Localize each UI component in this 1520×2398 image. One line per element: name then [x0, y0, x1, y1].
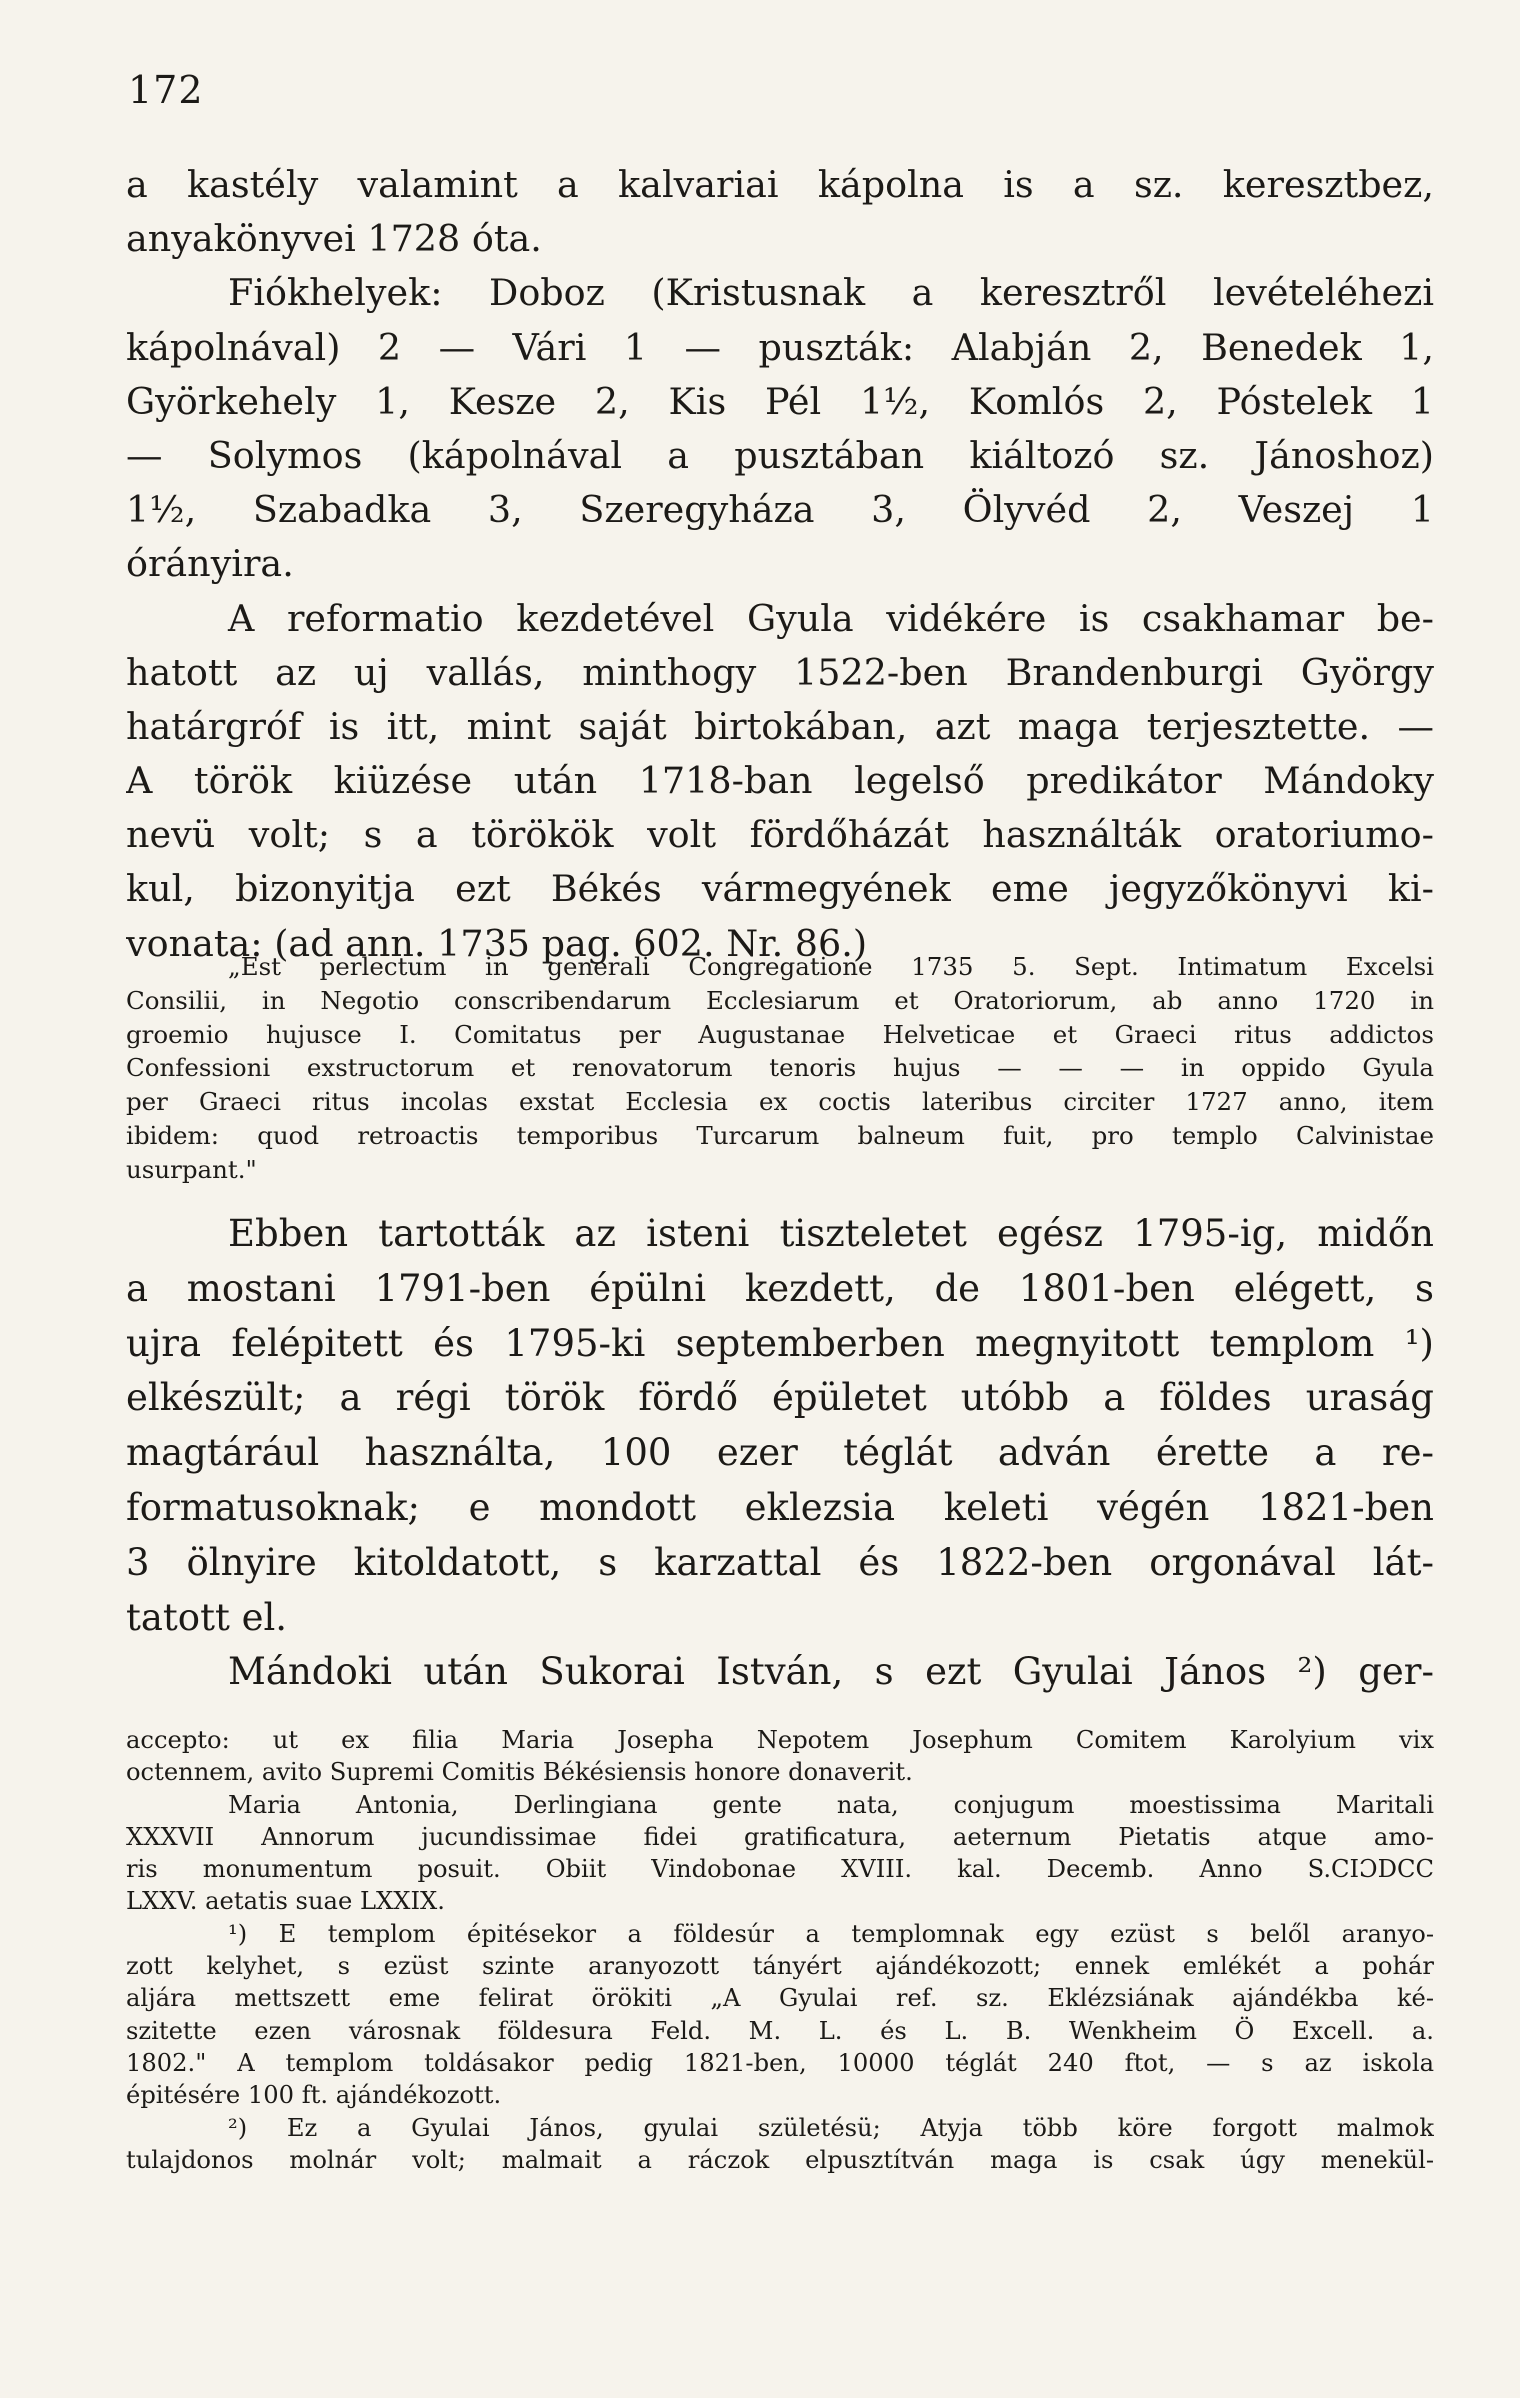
text-line: Györkehely 1, Kesze 2, Kis Pél 1½, Komlós 2, Póstelek 1 — [126, 379, 1434, 423]
text-line: órányira. — [126, 542, 294, 586]
text-line: a kastély valamint a kalvariai kápolna is a sz. keresztbez, — [126, 163, 1434, 206]
footnote-separator — [126, 1700, 1434, 1701]
quote-line: Confessioni exstructorum et renovatorum tenoris hujus — — — in oppido Gyula — [126, 1053, 1434, 1083]
text-line: hatott az uj vallás, minthogy 1522-ben Brandenburgi György — [126, 650, 1434, 694]
quote-line: Consilii, in Negotio conscribendarum Ecclesiarum et Oratoriorum, ab anno 1720 in — [126, 985, 1434, 1015]
text-line: tatott el. — [126, 1595, 288, 1639]
text-line: A török kiüzése után 1718-ban legelső predikátor Mándoky — [126, 759, 1434, 803]
text-line: Fiókhelyek: Doboz (Kristusnak a keresztről levételéhezi — [228, 271, 1434, 315]
text-line: — Solymos (kápolnával a pusztában kiáltozó sz. Jánoshoz) — [126, 433, 1434, 477]
text-line: 1½, Szabadka 3, Szeregyháza 3, Ölyvéd 2, Veszej 1 — [126, 488, 1434, 532]
footnote-line: zott kelyhet, s ezüst szinte aranyozott tányért ajándékozott; ennek emlékét a pohár — [126, 1952, 1434, 1981]
quote-line: per Graeci ritus incolas exstat Ecclesia ex coctis lateribus circiter 1727 anno, item — [126, 1087, 1434, 1117]
quote-line: usurpant." — [126, 1154, 257, 1184]
footnote-line: ²) Ez a Gyulai János, gyulai születésü; Atyja több köre forgott malmok — [228, 2113, 1434, 2142]
footnote-line: LXXV. aetatis suae LXXIX. — [126, 1887, 445, 1916]
main-text-upper — [126, 158, 1434, 971]
text-line: vonata: (ad ann. 1735 pag. 602. Nr. 86.) — [126, 921, 868, 965]
footnote-line: Maria Antonia, Derlingiana gente nata, conjugum moestissima Maritali — [228, 1790, 1434, 1819]
text-line: 3 ölnyire kitoldatott, s karzattal és 1822-ben orgonával lát- — [126, 1540, 1434, 1584]
page-number: 172 — [128, 68, 204, 112]
footnote-line: épitésére 100 ft. ajándékozott. — [126, 2081, 502, 2110]
text-line: kápolnával) 2 — Vári 1 — puszták: Alabján 2, Benedek 1, — [126, 325, 1434, 369]
text-line: ujra felépitett és 1795-ki septemberben megnyitott templom ¹) — [126, 1321, 1434, 1365]
footnote-line: ¹) E templom épitésekor a földesúr a templomnak egy ezüst s belől aranyo- — [228, 1919, 1434, 1948]
footnote-line: aljára mettszett eme felirat örökiti „A Gyulai ref. sz. Eklézsiának ajándékba ké- — [126, 1984, 1434, 2013]
text-line: A reformatio kezdetével Gyula vidékére is csakhamar be- — [228, 596, 1434, 640]
footnote-line: tulajdonos molnár volt; malmait a ráczok elpusztítván maga is csak úgy menekül- — [126, 2145, 1434, 2174]
text-line: Ebben tartották az isteni tiszteletet egész 1795-ig, midőn — [228, 1212, 1434, 1255]
quote-line: groemio hujusce I. Comitatus per Augustanae Helveticae et Graeci ritus addictos — [126, 1019, 1434, 1049]
text-line: Mándoki után Sukorai István, s ezt Gyulai János ²) ger- — [228, 1650, 1434, 1694]
text-line: formatusoknak; e mondott eklezsia keleti végén 1821-ben — [126, 1485, 1434, 1529]
main-text-lower — [126, 1207, 1434, 1700]
text-line: kul, bizonyitja ezt Békés vármegyének eme jegyzőkönyvi ki- — [126, 867, 1434, 911]
footnote-line: octennem, avito Supremi Comitis Békésiensis honore donaverit. — [126, 1758, 913, 1787]
quote-line: ibidem: quod retroactis temporibus Turcarum balneum fuit, pro templo Calvinistae — [126, 1120, 1434, 1150]
latin-quotation — [126, 950, 1434, 1187]
footnote-line: accepto: ut ex filia Maria Josepha Nepotem Josephum Comitem Karolyium vix — [126, 1726, 1434, 1754]
footnotes — [126, 1724, 1434, 2176]
text-line: elkészült; a régi török fördő épületet utóbb a földes uraság — [126, 1376, 1434, 1420]
footnote-line: szitette ezen városnak földesura Feld. M. L. és L. B. Wenkheim Ö Excell. a. — [126, 2016, 1434, 2045]
footnote-line: 1802." A templom toldásakor pedig 1821-ben, 10000 téglát 240 ftot, — s az iskola — [126, 2048, 1434, 2077]
text-line: a mostani 1791-ben épülni kezdett, de 1801-ben elégett, s — [126, 1266, 1434, 1310]
text-line: anyakönyvei 1728 óta. — [126, 217, 542, 261]
footnote-line: ris monumentum posuit. Obiit Vindobonae XVIII. kal. Decemb. Anno S.CIƆDCC — [126, 1855, 1434, 1884]
text-line: magtárául használta, 100 ezer téglát adván érette a re- — [126, 1431, 1434, 1475]
text-line: határgróf is itt, mint saját birtokában, azt maga terjesztette. — — [126, 704, 1434, 748]
footnote-line: XXXVII Annorum jucundissimae fidei gratificatura, aeternum Pietatis atque amo- — [126, 1822, 1434, 1851]
quote-line: „Est perlectum in generali Congregatione 1735 5. Sept. Intimatum Excelsi — [228, 952, 1434, 981]
text-line: nevü volt; s a törökök volt fördőházát használták oratoriumo- — [126, 813, 1434, 857]
